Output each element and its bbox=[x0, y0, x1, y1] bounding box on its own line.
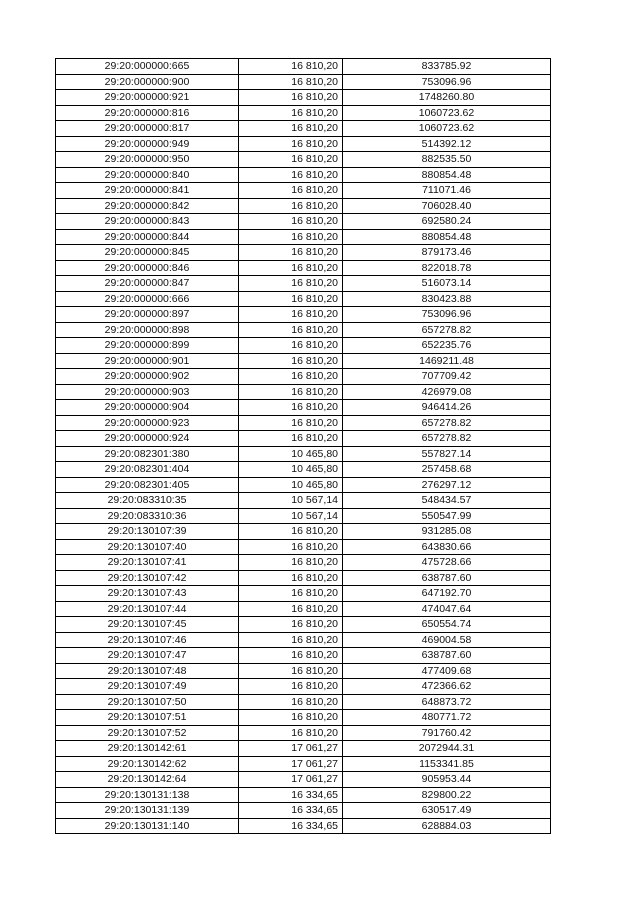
table-row bbox=[56, 121, 551, 137]
table-row bbox=[56, 353, 551, 369]
table-row bbox=[56, 679, 551, 695]
value-cell: 648873.72 bbox=[343, 694, 551, 710]
table-row bbox=[56, 617, 551, 633]
value-cell: 753096.96 bbox=[343, 74, 551, 90]
rate-cell: 16 810,20 bbox=[239, 648, 343, 664]
rate-cell: 16 810,20 bbox=[239, 167, 343, 183]
cadastral-number-cell: 29:20:082301:404 bbox=[56, 462, 239, 478]
value-cell: 426979.08 bbox=[343, 384, 551, 400]
value-cell: 276297.12 bbox=[343, 477, 551, 493]
table-row bbox=[56, 539, 551, 555]
cadastral-number-cell: 29:20:000000:949 bbox=[56, 136, 239, 152]
rate-cell: 16 810,20 bbox=[239, 663, 343, 679]
value-cell: 707709.42 bbox=[343, 369, 551, 385]
cadastral-number-cell: 29:20:000000:903 bbox=[56, 384, 239, 400]
value-cell: 931285.08 bbox=[343, 524, 551, 540]
cadastral-number-cell: 29:20:130107:48 bbox=[56, 663, 239, 679]
cadastral-values-table bbox=[55, 58, 551, 834]
cadastral-number-cell: 29:20:130107:41 bbox=[56, 555, 239, 571]
cadastral-number-cell: 29:20:000000:898 bbox=[56, 322, 239, 338]
table-row bbox=[56, 183, 551, 199]
table-row bbox=[56, 291, 551, 307]
rate-cell: 16 810,20 bbox=[239, 679, 343, 695]
table-row bbox=[56, 632, 551, 648]
rate-cell: 16 810,20 bbox=[239, 431, 343, 447]
cadastral-number-cell: 29:20:000000:900 bbox=[56, 74, 239, 90]
value-cell: 550547.99 bbox=[343, 508, 551, 524]
rate-cell: 16 810,20 bbox=[239, 105, 343, 121]
value-cell: 647192.70 bbox=[343, 586, 551, 602]
value-cell: 1153341.85 bbox=[343, 756, 551, 772]
rate-cell: 16 810,20 bbox=[239, 617, 343, 633]
cadastral-number-cell: 29:20:130107:40 bbox=[56, 539, 239, 555]
cadastral-number-cell: 29:20:000000:846 bbox=[56, 260, 239, 276]
value-cell: 630517.49 bbox=[343, 803, 551, 819]
table-row bbox=[56, 245, 551, 261]
rate-cell: 16 810,20 bbox=[239, 183, 343, 199]
value-cell: 652235.76 bbox=[343, 338, 551, 354]
cadastral-number-cell: 29:20:130142:64 bbox=[56, 772, 239, 788]
document-page bbox=[55, 58, 551, 834]
rate-cell: 16 810,20 bbox=[239, 632, 343, 648]
table-row bbox=[56, 570, 551, 586]
rate-cell: 10 567,14 bbox=[239, 493, 343, 509]
table-row bbox=[56, 477, 551, 493]
table-row bbox=[56, 90, 551, 106]
value-cell: 469004.58 bbox=[343, 632, 551, 648]
cadastral-number-cell: 29:20:000000:902 bbox=[56, 369, 239, 385]
value-cell: 753096.96 bbox=[343, 307, 551, 323]
rate-cell: 17 061,27 bbox=[239, 741, 343, 757]
rate-cell: 16 334,65 bbox=[239, 818, 343, 834]
value-cell: 830423.88 bbox=[343, 291, 551, 307]
rate-cell: 10 465,80 bbox=[239, 446, 343, 462]
value-cell: 1060723.62 bbox=[343, 121, 551, 137]
rate-cell: 16 810,20 bbox=[239, 586, 343, 602]
rate-cell: 16 810,20 bbox=[239, 400, 343, 416]
table-row bbox=[56, 601, 551, 617]
rate-cell: 16 810,20 bbox=[239, 90, 343, 106]
table-row bbox=[56, 446, 551, 462]
table-row bbox=[56, 756, 551, 772]
value-cell: 477409.68 bbox=[343, 663, 551, 679]
cadastral-number-cell: 29:20:000000:666 bbox=[56, 291, 239, 307]
rate-cell: 16 810,20 bbox=[239, 74, 343, 90]
value-cell: 548434.57 bbox=[343, 493, 551, 509]
cadastral-number-cell: 29:20:000000:923 bbox=[56, 415, 239, 431]
table-row bbox=[56, 415, 551, 431]
table-row bbox=[56, 818, 551, 834]
cadastral-number-cell: 29:20:000000:841 bbox=[56, 183, 239, 199]
value-cell: 475728.66 bbox=[343, 555, 551, 571]
value-cell: 833785.92 bbox=[343, 59, 551, 75]
rate-cell: 16 810,20 bbox=[239, 214, 343, 230]
value-cell: 880854.48 bbox=[343, 167, 551, 183]
rate-cell: 16 810,20 bbox=[239, 59, 343, 75]
rate-cell: 17 061,27 bbox=[239, 772, 343, 788]
cadastral-number-cell: 29:20:130107:52 bbox=[56, 725, 239, 741]
cadastral-number-cell: 29:20:130131:139 bbox=[56, 803, 239, 819]
rate-cell: 16 810,20 bbox=[239, 353, 343, 369]
table-row bbox=[56, 787, 551, 803]
value-cell: 472366.62 bbox=[343, 679, 551, 695]
value-cell: 557827.14 bbox=[343, 446, 551, 462]
table-row bbox=[56, 152, 551, 168]
rate-cell: 16 810,20 bbox=[239, 229, 343, 245]
rate-cell: 16 810,20 bbox=[239, 369, 343, 385]
cadastral-number-cell: 29:20:130131:138 bbox=[56, 787, 239, 803]
table-row bbox=[56, 508, 551, 524]
cadastral-number-cell: 29:20:130107:45 bbox=[56, 617, 239, 633]
cadastral-number-cell: 29:20:000000:904 bbox=[56, 400, 239, 416]
rate-cell: 16 810,20 bbox=[239, 338, 343, 354]
value-cell: 829800.22 bbox=[343, 787, 551, 803]
value-cell: 2072944.31 bbox=[343, 741, 551, 757]
table-row bbox=[56, 493, 551, 509]
cadastral-number-cell: 29:20:130107:44 bbox=[56, 601, 239, 617]
table-row bbox=[56, 400, 551, 416]
value-cell: 879173.46 bbox=[343, 245, 551, 261]
rate-cell: 16 810,20 bbox=[239, 245, 343, 261]
table-body bbox=[56, 59, 551, 834]
value-cell: 516073.14 bbox=[343, 276, 551, 292]
table-row bbox=[56, 74, 551, 90]
cadastral-number-cell: 29:20:130142:62 bbox=[56, 756, 239, 772]
table-row bbox=[56, 694, 551, 710]
value-cell: 643830.66 bbox=[343, 539, 551, 555]
rate-cell: 16 810,20 bbox=[239, 136, 343, 152]
value-cell: 711071.46 bbox=[343, 183, 551, 199]
table-row bbox=[56, 260, 551, 276]
cadastral-number-cell: 29:20:130107:46 bbox=[56, 632, 239, 648]
cadastral-number-cell: 29:20:000000:924 bbox=[56, 431, 239, 447]
value-cell: 946414.26 bbox=[343, 400, 551, 416]
table-row bbox=[56, 229, 551, 245]
cadastral-number-cell: 29:20:000000:843 bbox=[56, 214, 239, 230]
table-row bbox=[56, 136, 551, 152]
cadastral-number-cell: 29:20:130107:51 bbox=[56, 710, 239, 726]
table-row bbox=[56, 710, 551, 726]
rate-cell: 16 810,20 bbox=[239, 152, 343, 168]
cadastral-number-cell: 29:20:000000:844 bbox=[56, 229, 239, 245]
rate-cell: 16 810,20 bbox=[239, 198, 343, 214]
table-row bbox=[56, 772, 551, 788]
table-row bbox=[56, 462, 551, 478]
rate-cell: 10 567,14 bbox=[239, 508, 343, 524]
cadastral-number-cell: 29:20:130107:39 bbox=[56, 524, 239, 540]
table-row bbox=[56, 803, 551, 819]
value-cell: 628884.03 bbox=[343, 818, 551, 834]
rate-cell: 17 061,27 bbox=[239, 756, 343, 772]
value-cell: 657278.82 bbox=[343, 415, 551, 431]
value-cell: 650554.74 bbox=[343, 617, 551, 633]
rate-cell: 10 465,80 bbox=[239, 462, 343, 478]
rate-cell: 16 334,65 bbox=[239, 803, 343, 819]
rate-cell: 10 465,80 bbox=[239, 477, 343, 493]
cadastral-number-cell: 29:20:130107:43 bbox=[56, 586, 239, 602]
table-row bbox=[56, 276, 551, 292]
rate-cell: 16 810,20 bbox=[239, 555, 343, 571]
rate-cell: 16 810,20 bbox=[239, 384, 343, 400]
table-row bbox=[56, 384, 551, 400]
value-cell: 791760.42 bbox=[343, 725, 551, 741]
cadastral-number-cell: 29:20:000000:816 bbox=[56, 105, 239, 121]
value-cell: 1060723.62 bbox=[343, 105, 551, 121]
value-cell: 692580.24 bbox=[343, 214, 551, 230]
cadastral-number-cell: 29:20:082301:380 bbox=[56, 446, 239, 462]
table-row bbox=[56, 648, 551, 664]
value-cell: 480771.72 bbox=[343, 710, 551, 726]
cadastral-number-cell: 29:20:130131:140 bbox=[56, 818, 239, 834]
cadastral-number-cell: 29:20:000000:665 bbox=[56, 59, 239, 75]
table-row bbox=[56, 524, 551, 540]
rate-cell: 16 334,65 bbox=[239, 787, 343, 803]
value-cell: 905953.44 bbox=[343, 772, 551, 788]
value-cell: 638787.60 bbox=[343, 648, 551, 664]
table-row bbox=[56, 369, 551, 385]
table-row bbox=[56, 167, 551, 183]
cadastral-number-cell: 29:20:000000:950 bbox=[56, 152, 239, 168]
value-cell: 257458.68 bbox=[343, 462, 551, 478]
cadastral-number-cell: 29:20:000000:899 bbox=[56, 338, 239, 354]
cadastral-number-cell: 29:20:000000:842 bbox=[56, 198, 239, 214]
cadastral-number-cell: 29:20:083310:35 bbox=[56, 493, 239, 509]
table-row bbox=[56, 725, 551, 741]
cadastral-number-cell: 29:20:130107:47 bbox=[56, 648, 239, 664]
cadastral-number-cell: 29:20:000000:845 bbox=[56, 245, 239, 261]
table-row bbox=[56, 338, 551, 354]
table-row bbox=[56, 105, 551, 121]
rate-cell: 16 810,20 bbox=[239, 415, 343, 431]
table-row bbox=[56, 741, 551, 757]
table-row bbox=[56, 59, 551, 75]
rate-cell: 16 810,20 bbox=[239, 570, 343, 586]
rate-cell: 16 810,20 bbox=[239, 524, 343, 540]
value-cell: 638787.60 bbox=[343, 570, 551, 586]
table-row bbox=[56, 555, 551, 571]
table-row bbox=[56, 663, 551, 679]
value-cell: 706028.40 bbox=[343, 198, 551, 214]
rate-cell: 16 810,20 bbox=[239, 121, 343, 137]
value-cell: 514392.12 bbox=[343, 136, 551, 152]
rate-cell: 16 810,20 bbox=[239, 601, 343, 617]
value-cell: 657278.82 bbox=[343, 431, 551, 447]
value-cell: 882535.50 bbox=[343, 152, 551, 168]
rate-cell: 16 810,20 bbox=[239, 307, 343, 323]
cadastral-number-cell: 29:20:130142:61 bbox=[56, 741, 239, 757]
value-cell: 657278.82 bbox=[343, 322, 551, 338]
value-cell: 1748260.80 bbox=[343, 90, 551, 106]
cadastral-number-cell: 29:20:000000:817 bbox=[56, 121, 239, 137]
rate-cell: 16 810,20 bbox=[239, 725, 343, 741]
cadastral-number-cell: 29:20:130107:50 bbox=[56, 694, 239, 710]
cadastral-number-cell: 29:20:083310:36 bbox=[56, 508, 239, 524]
cadastral-number-cell: 29:20:000000:897 bbox=[56, 307, 239, 323]
rate-cell: 16 810,20 bbox=[239, 276, 343, 292]
table-row bbox=[56, 307, 551, 323]
rate-cell: 16 810,20 bbox=[239, 260, 343, 276]
table-row bbox=[56, 214, 551, 230]
value-cell: 880854.48 bbox=[343, 229, 551, 245]
rate-cell: 16 810,20 bbox=[239, 539, 343, 555]
table-row bbox=[56, 198, 551, 214]
cadastral-number-cell: 29:20:000000:840 bbox=[56, 167, 239, 183]
rate-cell: 16 810,20 bbox=[239, 291, 343, 307]
cadastral-number-cell: 29:20:000000:921 bbox=[56, 90, 239, 106]
value-cell: 474047.64 bbox=[343, 601, 551, 617]
table-row bbox=[56, 586, 551, 602]
table-row bbox=[56, 431, 551, 447]
rate-cell: 16 810,20 bbox=[239, 710, 343, 726]
cadastral-number-cell: 29:20:130107:42 bbox=[56, 570, 239, 586]
value-cell: 1469211.48 bbox=[343, 353, 551, 369]
table-row bbox=[56, 322, 551, 338]
cadastral-number-cell: 29:20:000000:847 bbox=[56, 276, 239, 292]
cadastral-number-cell: 29:20:130107:49 bbox=[56, 679, 239, 695]
cadastral-number-cell: 29:20:000000:901 bbox=[56, 353, 239, 369]
rate-cell: 16 810,20 bbox=[239, 694, 343, 710]
value-cell: 822018.78 bbox=[343, 260, 551, 276]
rate-cell: 16 810,20 bbox=[239, 322, 343, 338]
cadastral-number-cell: 29:20:082301:405 bbox=[56, 477, 239, 493]
